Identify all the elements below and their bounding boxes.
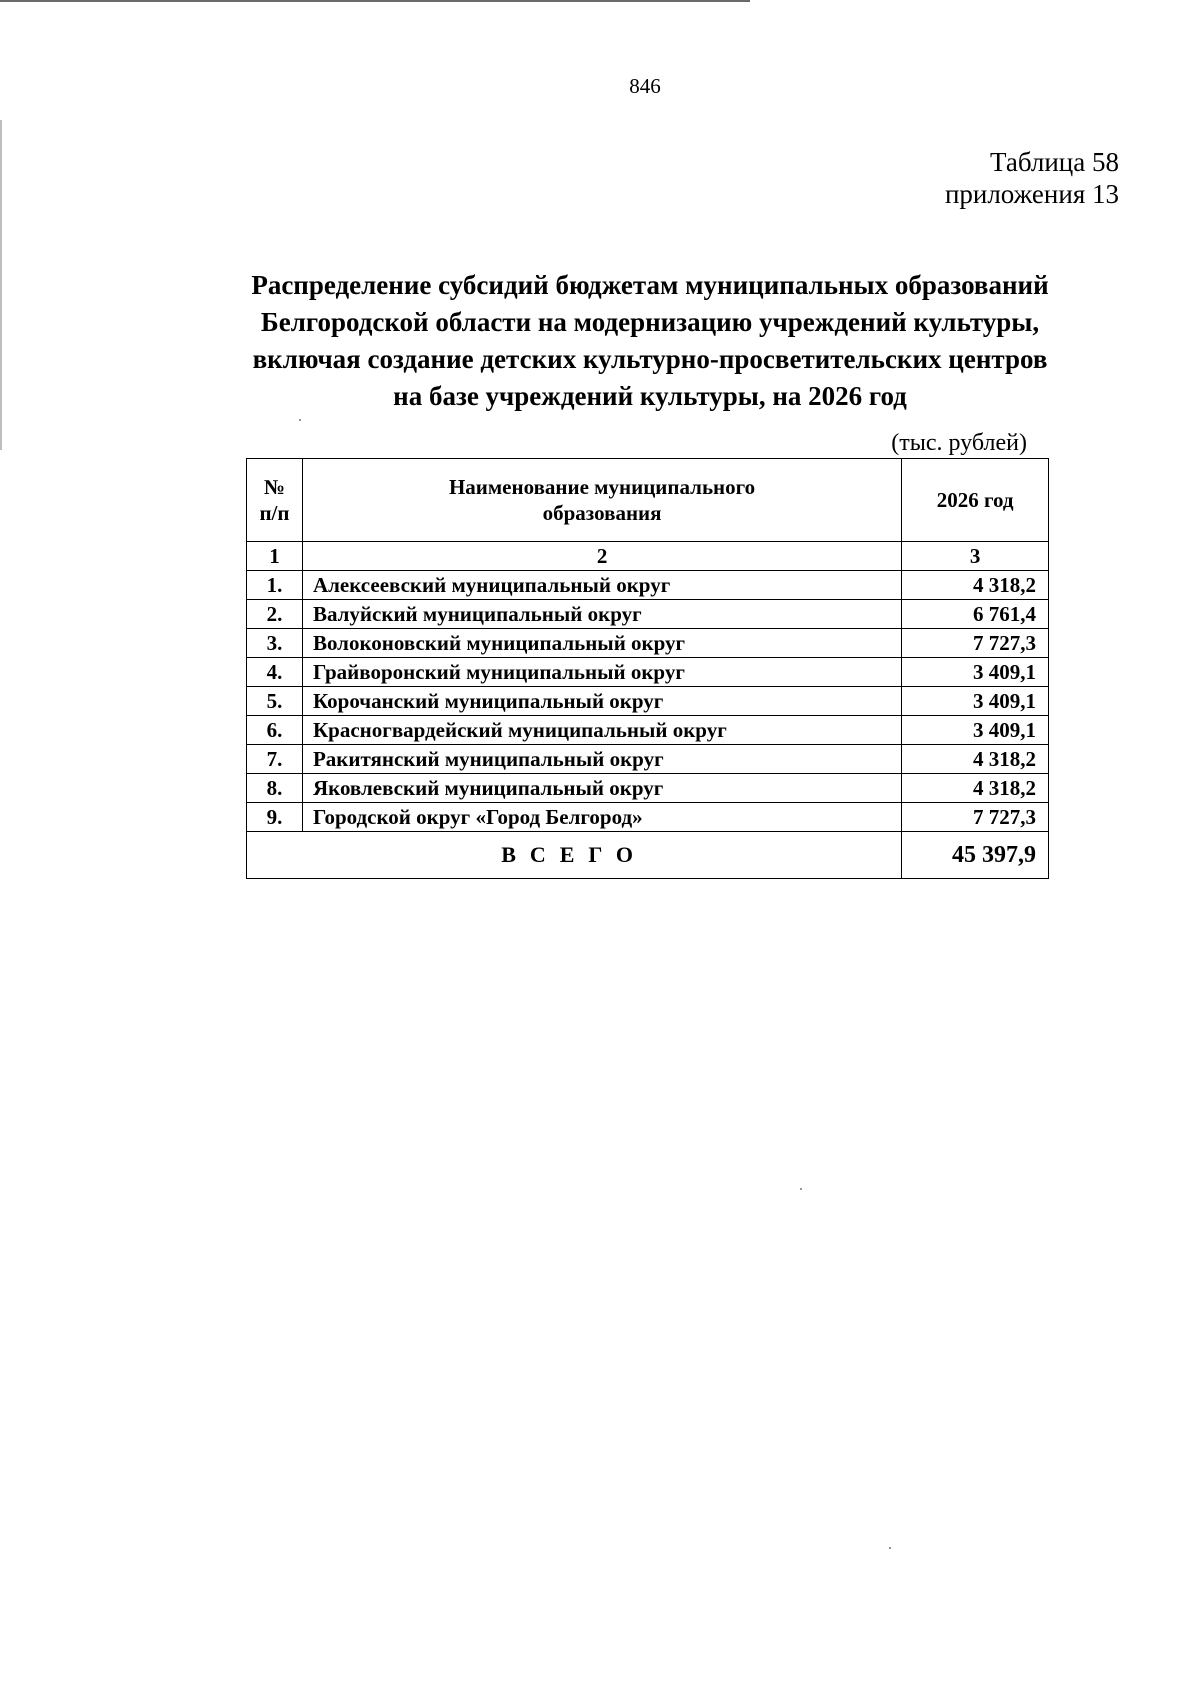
column-number: 3 — [902, 542, 1049, 571]
subsidy-value: 6 761,4 — [902, 600, 1049, 629]
table-row — [247, 571, 1049, 600]
header-year: 2026 год — [902, 459, 1049, 542]
table-header-row — [247, 459, 1049, 542]
subsidy-value: 3 409,1 — [902, 687, 1049, 716]
header-number-abbrev: п/п — [259, 501, 290, 525]
scan-speck — [800, 1188, 802, 1190]
subsidy-value: 4 318,2 — [902, 571, 1049, 600]
municipality-name: Грайворонский муниципальный округ — [302, 658, 901, 687]
scan-top-edge — [0, 0, 750, 2]
column-number-row — [247, 542, 1049, 571]
subsidy-value: 3 409,1 — [902, 658, 1049, 687]
header-name — [302, 459, 901, 542]
scan-speck — [889, 1547, 891, 1549]
municipality-name: Валуйский муниципальный округ — [302, 600, 901, 629]
subsidy-value: 3 409,1 — [902, 716, 1049, 745]
subsidy-value: 4 318,2 — [902, 745, 1049, 774]
page-number: 846 — [629, 74, 661, 98]
row-number: 6. — [247, 716, 303, 745]
total-value: 45 397,9 — [902, 832, 1049, 879]
column-number: 2 — [302, 542, 901, 571]
municipality-name: Корочанский муниципальный округ — [302, 687, 901, 716]
scan-speck — [299, 419, 301, 421]
row-number: 7. — [247, 745, 303, 774]
subsidy-value: 7 727,3 — [902, 803, 1049, 832]
municipality-name: Городской округ «Город Белгород» — [302, 803, 901, 832]
total-row — [247, 832, 1049, 879]
scan-left-edge — [0, 120, 2, 450]
table-row — [247, 629, 1049, 658]
title-line: Распределение субсидий бюджетам муниципальных образований — [251, 270, 1049, 300]
document-title — [140, 267, 1160, 415]
header-name-line: Наименование муниципального — [448, 475, 756, 499]
title-line: Белгородской области на модернизацию учреждений культуры, — [260, 307, 1040, 337]
table-row — [247, 774, 1049, 803]
row-number: 1. — [247, 571, 303, 600]
table-row — [247, 687, 1049, 716]
header-number-symbol: № — [263, 475, 286, 499]
table-row — [247, 658, 1049, 687]
subsidy-value: 4 318,2 — [902, 774, 1049, 803]
table-row — [247, 716, 1049, 745]
header-name-line: образования — [542, 501, 662, 525]
column-number: 1 — [247, 542, 303, 571]
title-line: на базе учреждений культуры, на 2026 год — [393, 381, 907, 411]
row-number: 9. — [247, 803, 303, 832]
row-number: 4. — [247, 658, 303, 687]
municipality-name: Ракитянский муниципальный округ — [302, 745, 901, 774]
table-row — [247, 803, 1049, 832]
units-note: (тыс. рублей) — [891, 430, 1027, 456]
subsidy-table — [246, 458, 1049, 879]
header-number — [247, 459, 303, 542]
row-number: 5. — [247, 687, 303, 716]
municipality-name: Волоконовский муниципальный округ — [302, 629, 901, 658]
table-row — [247, 745, 1049, 774]
table-row — [247, 600, 1049, 629]
table-ref-line: приложения 13 — [944, 179, 1119, 209]
municipality-name: Яковлевский муниципальный округ — [302, 774, 901, 803]
total-label: ВСЕГО — [247, 832, 902, 879]
row-number: 2. — [247, 600, 303, 629]
table-ref-line: Таблица 58 — [990, 147, 1119, 177]
table-reference — [945, 146, 1119, 210]
subsidy-value: 7 727,3 — [902, 629, 1049, 658]
title-line: включая создание детских культурно-просветительских центров — [252, 344, 1048, 374]
row-number: 8. — [247, 774, 303, 803]
row-number: 3. — [247, 629, 303, 658]
municipality-name: Красногвардейский муниципальный округ — [302, 716, 901, 745]
municipality-name: Алексеевский муниципальный округ — [302, 571, 901, 600]
